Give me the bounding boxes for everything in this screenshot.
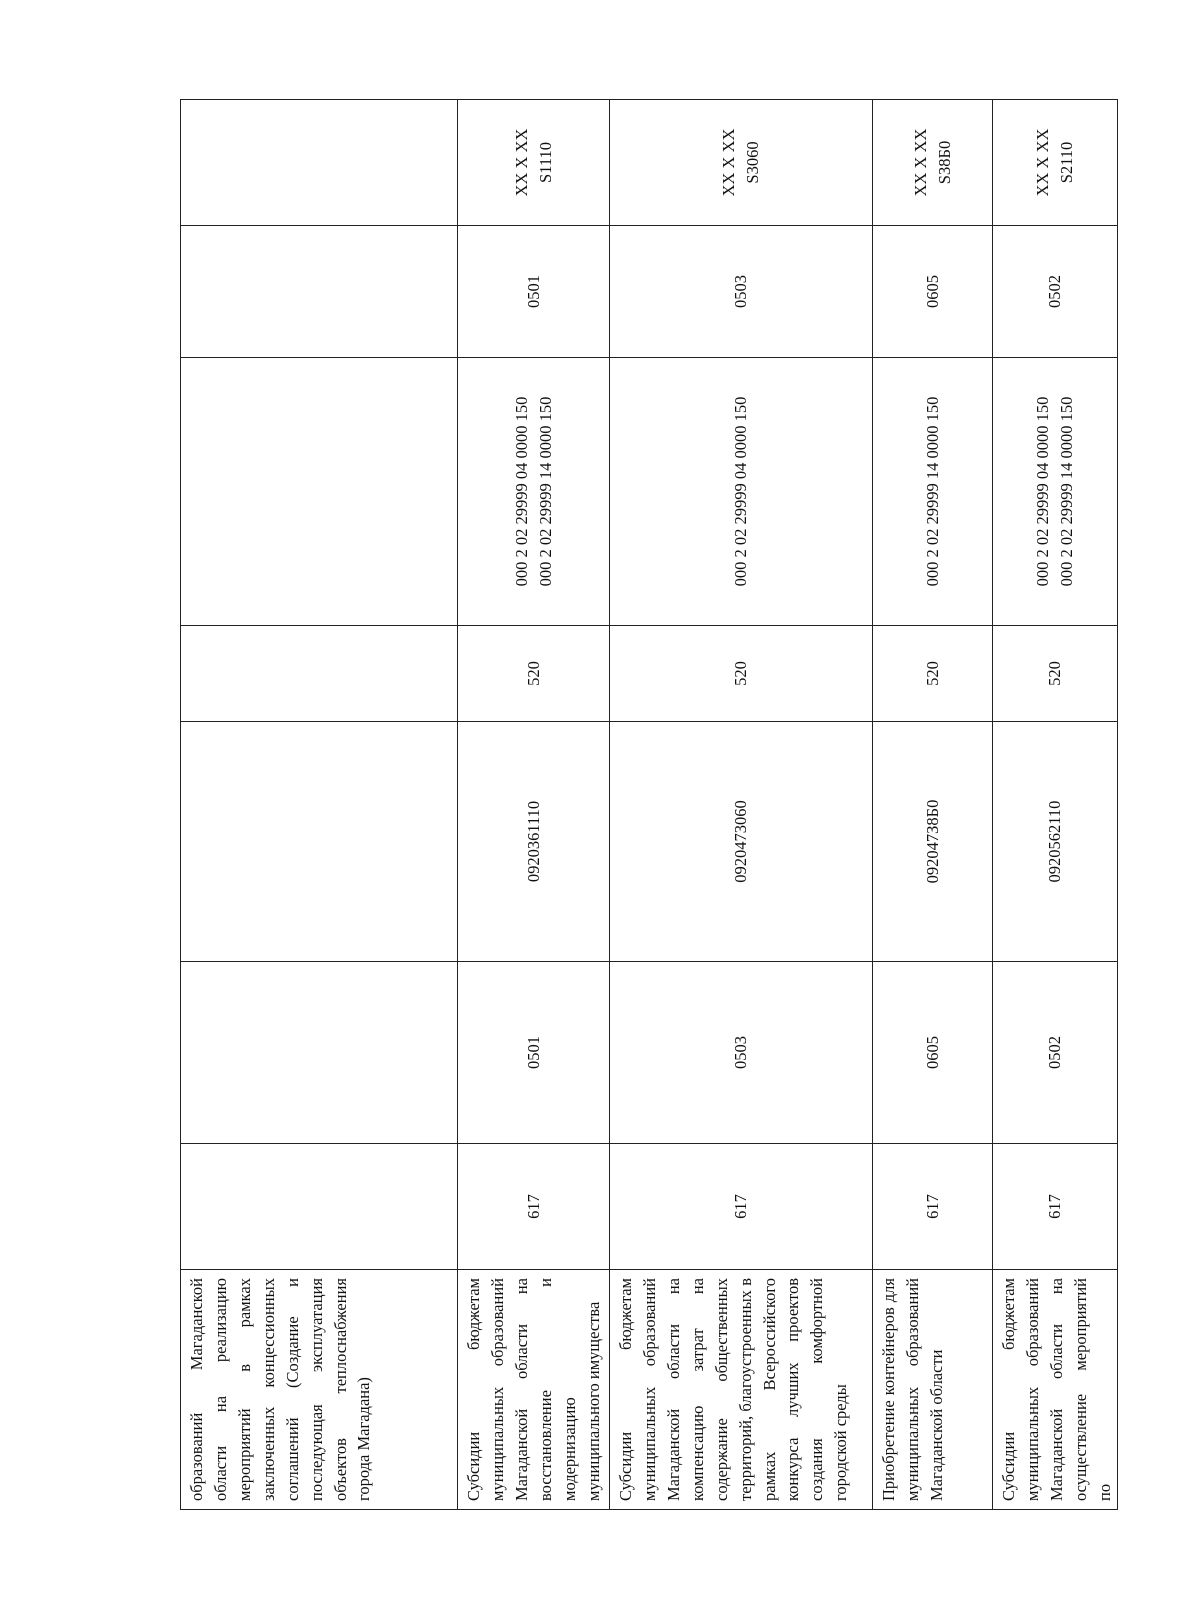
razdel-cell: 0501 xyxy=(458,962,610,1144)
kd-cell xyxy=(610,358,873,626)
razdel-cell xyxy=(181,962,458,1144)
row-description: образований Магаданской области на реализацию мероприятий в рамках заключенных концессионных соглашений (Создание и последующая эксплуатация объектов теплоснабжения города Магадана) xyxy=(181,1270,458,1510)
kd-cell xyxy=(181,358,458,626)
kd-cell xyxy=(458,358,610,626)
razdel2-cell: 0503 xyxy=(610,226,873,358)
subsidy-table xyxy=(180,99,1118,1510)
table-row xyxy=(993,100,1118,1510)
row-description: Субсидии бюджетам муниципальных образований Магаданской области на компенсацию затрат на содержание общественных территорий, благоустроенных в рамках Всероссийского конкурса лучших проектов создания комфортной городской среды xyxy=(610,1270,873,1510)
grbs-cell: 617 xyxy=(993,1144,1118,1270)
csr-cell: 0920473060 xyxy=(610,722,873,962)
table-row xyxy=(458,100,610,1510)
grbs-cell: 617 xyxy=(458,1144,610,1270)
kd-cell xyxy=(993,358,1118,626)
vr-cell xyxy=(181,626,458,722)
kd-code-line: 000 2 02 29999 14 0000 150 xyxy=(922,396,942,587)
row-description: Субсидии бюджетам муниципальных образований Магаданской области на восстановление и модернизацию муниципального имущества xyxy=(458,1270,610,1510)
csr-cell: 0920562110 xyxy=(993,722,1118,962)
kd-code-line: 000 2 02 29999 04 0000 150 xyxy=(511,396,531,587)
code-cell: XX X XX S1110 xyxy=(458,100,610,226)
rotated-table-container xyxy=(180,100,1114,1510)
row-description: Субсидии бюджетам муниципальных образований Магаданской области на осуществление мероприятий по xyxy=(993,1270,1118,1510)
kd-code-line: 000 2 02 29999 14 0000 150 xyxy=(535,396,555,587)
kd-code-line: 000 2 02 29999 04 0000 150 xyxy=(1032,396,1052,587)
razdel-cell: 0502 xyxy=(993,962,1118,1144)
code-cell: XX X XX S3060 xyxy=(610,100,873,226)
table-row xyxy=(181,100,458,1510)
code-cell: XX X XX S38Б0 xyxy=(873,100,993,226)
kd-cell xyxy=(873,358,993,626)
grbs-cell: 617 xyxy=(873,1144,993,1270)
table-row xyxy=(610,100,873,1510)
razdel-cell: 0503 xyxy=(610,962,873,1144)
razdel2-cell: 0605 xyxy=(873,226,993,358)
row-description: Приобретение контейнеров для муниципальных образований Магаданской области xyxy=(873,1270,993,1510)
razdel-cell: 0605 xyxy=(873,962,993,1144)
vr-cell: 520 xyxy=(458,626,610,722)
table-row xyxy=(873,100,993,1510)
vr-cell: 520 xyxy=(610,626,873,722)
grbs-cell xyxy=(181,1144,458,1270)
csr-cell: 0920361110 xyxy=(458,722,610,962)
csr-cell xyxy=(181,722,458,962)
razdel2-cell xyxy=(181,226,458,358)
kd-code-line: 000 2 02 29999 04 0000 150 xyxy=(731,396,751,587)
vr-cell: 520 xyxy=(993,626,1118,722)
csr-cell: 092047З8Б0 xyxy=(873,722,993,962)
document-page xyxy=(180,100,1114,1510)
kd-code-line: 000 2 02 29999 14 0000 150 xyxy=(1056,396,1076,587)
code-cell xyxy=(181,100,458,226)
razdel2-cell: 0501 xyxy=(458,226,610,358)
vr-cell: 520 xyxy=(873,626,993,722)
razdel2-cell: 0502 xyxy=(993,226,1118,358)
grbs-cell: 617 xyxy=(610,1144,873,1270)
code-cell: XX X XX S2110 xyxy=(993,100,1118,226)
